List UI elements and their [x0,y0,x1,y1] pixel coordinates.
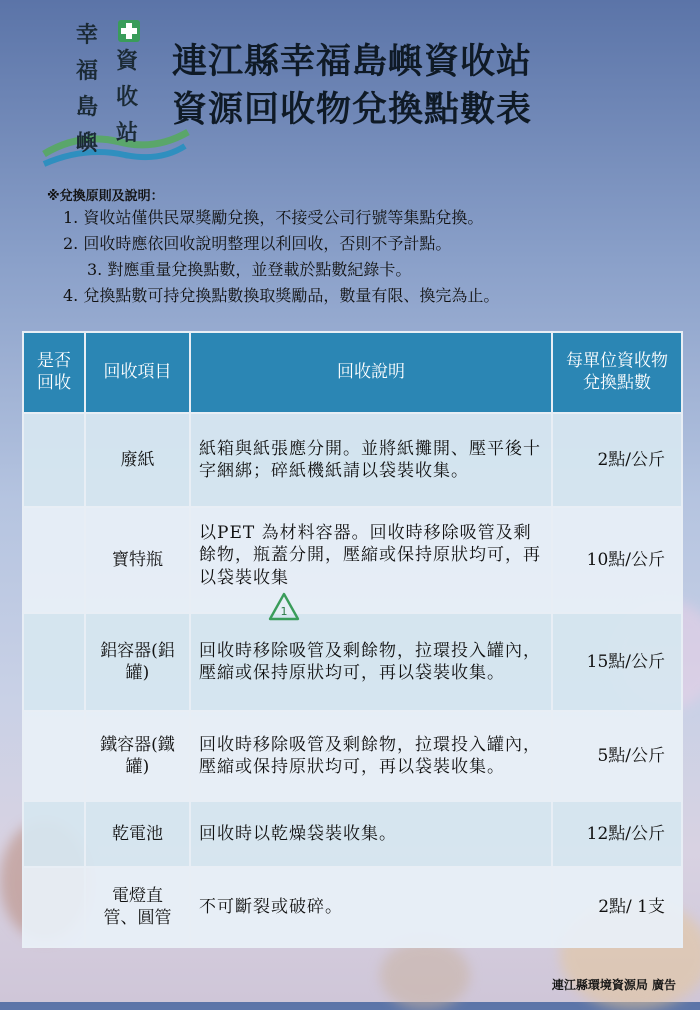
cell-points: 5點/公斤 [552,711,682,801]
rule-item: 4. 兌換點數可持兌換點數換取獎勵品，數量有限、換完為止。 [63,286,500,305]
logo-mark [40,14,190,174]
table-row [23,711,682,801]
logo [40,14,190,174]
cell-description: 回收時移除吸管及剩餘物，拉環投入罐內，壓縮或保持原狀均可，再以袋裝收集。 [190,711,552,801]
logo-char: 嶼 [76,130,99,156]
cell-recycled [23,711,85,801]
rule-item: 2. 回收時應依回收說明整理以利回收，否則不予計點。 [63,234,452,253]
header-points: 每單位資收物兌換點數 [552,332,682,413]
logo-char: 島 [76,94,99,120]
cell-item: 電燈直管、圓管 [85,867,190,947]
cell-recycled [23,613,85,711]
table-header-row [23,332,682,413]
title-line-1: 連江縣幸福島嶼資收站 [172,42,533,82]
rule-item: 1. 資收站僅供民眾獎勵兌換，不接受公司行號等集點兌換。 [63,208,484,227]
table-row [23,867,682,947]
cell-item: 鋁容器(鋁罐) [85,613,190,711]
cell-item: 寶特瓶 [85,507,190,613]
cell-description: 回收時以乾燥袋裝收集。 [190,801,552,867]
cell-item: 廢紙 [85,413,190,507]
footer-credit: 連江縣環境資源局 廣告 [551,978,676,992]
logo-char: 資 [116,48,139,74]
cell-points: 15點/公斤 [552,613,682,711]
header-description: 回收說明 [190,332,552,413]
cell-description: 以PET 為材料容器。回收時移除吸管及剩餘物，瓶蓋分開，壓縮或保持原狀均可，再以袋裝收集 [190,507,552,613]
cell-points: 2點/ 1支 [552,867,682,947]
logo-char: 福 [76,58,99,84]
logo-char: 幸 [76,22,99,48]
cell-points: 10點/公斤 [552,507,682,613]
table-row [23,613,682,711]
page-title [172,38,682,134]
header-item: 回收項目 [85,332,190,413]
cell-item: 鐵容器(鐵罐) [85,711,190,801]
table-row [23,801,682,867]
table-row [23,413,682,507]
exchange-rules [45,185,675,309]
cell-points: 2點/公斤 [552,413,682,507]
cell-description: 不可斷裂或破碎。 [190,867,552,947]
cell-recycled [23,413,85,507]
cell-recycled [23,801,85,867]
background-bokeh [380,940,470,1010]
cell-recycled [23,867,85,947]
logo-char: 站 [116,120,139,146]
cell-description: 紙箱與紙張應分開。並將紙攤開、壓平後十字綑綁；碎紙機紙請以袋裝收集。 [190,413,552,507]
cell-recycled [23,507,85,613]
recycle-number: 1 [280,605,288,618]
logo-char: 收 [116,84,139,110]
title-line-2: 資源回收物兌換點數表 [172,90,533,130]
rule-item: 3. 對應重量兌換點數，並登載於點數紀錄卡。 [87,260,412,279]
table-row [23,507,682,613]
cell-item: 乾電池 [85,801,190,867]
points-table [22,331,683,948]
cell-points: 12點/公斤 [552,801,682,867]
header-recycled: 是否回收 [23,332,85,413]
rules-heading: ※兌換原則及說明： [47,189,164,204]
recycle-icon [268,592,300,622]
cell-description: 回收時移除吸管及剩餘物，拉環投入罐內，壓縮或保持原狀均可，再以袋裝收集。 [190,613,552,711]
